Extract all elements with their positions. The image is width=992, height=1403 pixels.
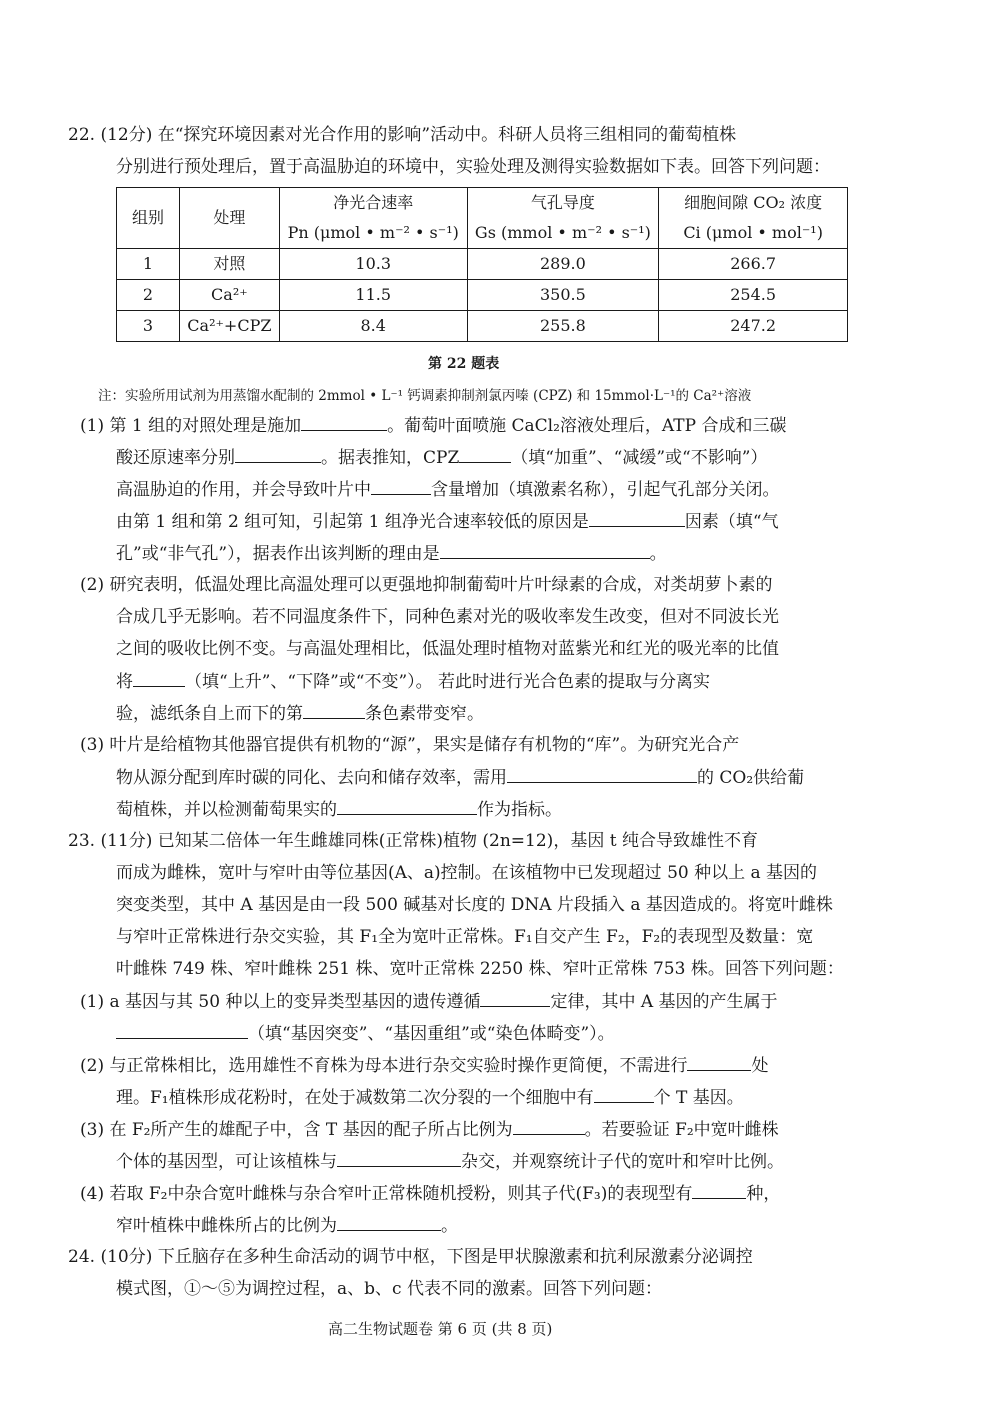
cell-gs: 350.5 <box>467 280 659 311</box>
text: 含量增加（填激素名称），引起气孔部分关闭。 <box>431 480 780 500</box>
page-footer: 高二生物试题卷 第 6 页 (共 8 页) <box>328 1320 553 1338</box>
text: 酸还原速率分别 <box>116 448 235 468</box>
header-pn-name: 净光合速率 <box>279 188 467 219</box>
answer-blank[interactable] <box>480 990 550 1007</box>
answer-blank[interactable] <box>235 446 321 463</box>
q23-p4-line-2 <box>116 1214 458 1237</box>
answer-blank[interactable] <box>459 446 511 463</box>
header-ci-name: 细胞间隙 CO₂ 浓度 <box>659 188 848 219</box>
table-caption: 第 22 题表 <box>428 356 500 372</box>
q23-stem-line-1: 23. (11分) 已知某二倍体一年生雌雄同株(正常株)植物 (2n=12)，基因 t 纯合导致雄性不育 <box>68 831 758 851</box>
q22-p3-line-3 <box>116 798 562 821</box>
text: 。若要验证 F₂中宽叶雌株 <box>584 1120 779 1140</box>
text: (3) 在 F₂所产生的雄配子中，含 T 基因的配子所占比例为 <box>80 1120 513 1140</box>
q22-p3-line-2 <box>116 766 804 789</box>
cell-pn: 8.4 <box>279 311 467 342</box>
text: 作为指标。 <box>477 800 562 820</box>
text: 定律，其中 A 基因的产生属于 <box>550 992 778 1012</box>
q22-p2-line-3: 之间的吸收比例不变。与高温处理相比，低温处理时植物对蓝紫光和红光的吸光率的比值 <box>116 639 779 659</box>
header-treatment: 处理 <box>179 188 279 249</box>
text: 因素（填“气 <box>684 512 779 532</box>
text: （填“加重”、“减缓”或“不影响”） <box>511 448 768 468</box>
answer-blank[interactable] <box>507 766 697 783</box>
text: 。 <box>649 544 667 564</box>
text: 杂交，并观察统计子代的宽叶和窄叶比例。 <box>461 1152 784 1172</box>
q22-p1-line-2 <box>116 446 767 469</box>
q22-p1-line-3 <box>116 478 780 501</box>
answer-blank[interactable] <box>337 1150 461 1167</box>
answer-blank[interactable] <box>371 478 431 495</box>
q24-stem-line-1: 24. (10分) 下丘脑存在多种生命活动的调节中枢，下图是甲状腺激素和抗利尿激素分泌调控 <box>68 1247 753 1267</box>
header-pn-unit: Pn (μmol • m⁻² • s⁻¹) <box>279 218 467 249</box>
q23-stem-line-4: 与窄叶正常株进行杂交实验，其 F₁全为宽叶正常株。F₁自交产生 F₂，F₂的表现型及数量：宽 <box>116 927 814 947</box>
q23-stem-line-2: 而成为雌株，宽叶与窄叶由等位基因(A、a)控制。在该植物中已发现超过 50 种以上 a 基因的 <box>116 863 818 883</box>
table-row <box>117 249 848 280</box>
text: 的 CO₂供给葡 <box>697 768 805 788</box>
q23-p3-line-1 <box>80 1118 779 1141</box>
q22-p1-line-1 <box>80 414 786 437</box>
table-note: 注：实验所用试剂为用蒸馏水配制的 2mmol • L⁻¹ 钙调素抑制剂氯丙嗪 (CPZ) 和 15mmol·L⁻¹的 Ca²⁺溶液 <box>98 388 752 404</box>
text: 。 <box>441 1216 458 1236</box>
cell-ci: 266.7 <box>659 249 848 280</box>
table-row <box>117 311 848 342</box>
q22-data-table <box>116 187 848 342</box>
text: 条色素带变窄。 <box>365 704 484 724</box>
cell-treatment: 对照 <box>179 249 279 280</box>
cell-group: 2 <box>117 280 180 311</box>
table-row <box>117 280 848 311</box>
answer-blank[interactable] <box>513 1118 585 1135</box>
q22-stem-line-1: 22. (12分) 在“探究环境因素对光合作用的影响”活动中。科研人员将三组相同的葡萄植株 <box>68 125 737 145</box>
answer-blank[interactable] <box>687 1054 751 1071</box>
text: 种， <box>746 1184 781 1204</box>
cell-group: 3 <box>117 311 180 342</box>
text: （填“基因突变”、“基因重组”或“染色体畸变”）。 <box>248 1024 615 1044</box>
cell-pn: 10.3 <box>279 249 467 280</box>
q23-p1-line-1 <box>80 990 778 1013</box>
q22-p2-line-2: 合成几乎无影响。若不同温度条件下，同种色素对光的吸收率发生改变，但对不同波长光 <box>116 607 779 627</box>
answer-blank[interactable] <box>303 702 365 719</box>
q22-p2-line-5 <box>116 702 484 725</box>
cell-treatment: Ca²⁺+CPZ <box>179 311 279 342</box>
text: 由第 1 组和第 2 组可知，引起第 1 组净光合速率较低的原因是 <box>116 512 589 532</box>
header-ci-unit: Ci (μmol • mol⁻¹) <box>659 218 848 249</box>
q24-stem-line-2: 模式图，①～⑤为调控过程，a、b、c 代表不同的激素。回答下列问题： <box>116 1279 662 1299</box>
text: （填“上升”、“下降”或“不变”）。 若此时进行光合色素的提取与分离实 <box>185 672 711 692</box>
table-header-row-1 <box>117 188 848 219</box>
header-gs-name: 气孔导度 <box>467 188 659 219</box>
cell-gs: 255.8 <box>467 311 659 342</box>
text: 。据表推知，CPZ <box>321 448 460 468</box>
cell-pn: 11.5 <box>279 280 467 311</box>
text: 个体的基因型，可让该植株与 <box>116 1152 337 1172</box>
q23-p2-line-1 <box>80 1054 768 1077</box>
text: 验，滤纸条自上而下的第 <box>116 704 303 724</box>
q22-p1-line-4 <box>116 510 779 533</box>
text: 处 <box>751 1056 769 1076</box>
q23-p1-line-2 <box>116 1022 615 1045</box>
cell-gs: 289.0 <box>467 249 659 280</box>
text: 物从源分配到库时碳的同化、去向和储存效率，需用 <box>116 768 507 788</box>
header-gs-unit: Gs (mmol • m⁻² • s⁻¹) <box>467 218 659 249</box>
text: 窄叶植株中雌株所占的比例为 <box>116 1216 337 1236</box>
answer-blank[interactable] <box>116 1022 248 1039</box>
text: (1) 第 1 组的对照处理是施加 <box>80 416 302 436</box>
text: (2) 与正常株相比，选用雄性不育株为母本进行杂交实验时操作更简便，不需进行 <box>80 1056 688 1076</box>
q23-p3-line-2 <box>116 1150 784 1173</box>
answer-blank[interactable] <box>594 1086 654 1103</box>
q22-stem-line-2: 分别进行预处理后，置于高温胁迫的环境中，实验处理及测得实验数据如下表。回答下列问题： <box>116 157 830 177</box>
header-group: 组别 <box>117 188 180 249</box>
text: (1) a 基因与其 50 种以上的变异类型基因的遗传遵循 <box>80 992 481 1012</box>
q22-p1-line-5 <box>116 542 667 565</box>
q23-p4-line-1 <box>80 1182 780 1205</box>
q23-stem-line-5: 叶雌株 749 株、窄叶雌株 251 株、宽叶正常株 2250 株、窄叶正常株 753 株。回答下列问题： <box>116 959 844 979</box>
answer-blank[interactable] <box>337 1214 441 1231</box>
cell-group: 1 <box>117 249 180 280</box>
q23-stem-line-3: 突变类型，其中 A 基因是由一段 500 碱基对长度的 DNA 片段插入 a 基因造成的。将宽叶雌株 <box>116 895 833 915</box>
text: 萄植株，并以检测葡萄果实的 <box>116 800 337 820</box>
cell-ci: 254.5 <box>659 280 848 311</box>
q22-p2-line-1: (2) 研究表明，低温处理比高温处理可以更强地抑制葡萄叶片叶绿素的合成，对类胡萝卜素的 <box>80 575 773 595</box>
q23-p2-line-2 <box>116 1086 744 1109</box>
text: 将 <box>116 672 133 692</box>
text: 孔”或“非气孔”），据表作出该判断的理由是 <box>116 544 440 564</box>
text: 理。F₁植株形成花粉时，在处于减数第二次分裂的一个细胞中有 <box>116 1088 594 1108</box>
q22-p3-line-1: (3) 叶片是给植物其他器官提供有机物的“源”，果实是储存有机物的“库”。为研究光合产 <box>80 735 740 755</box>
answer-blank[interactable] <box>692 1182 746 1199</box>
q22-p2-line-4 <box>116 670 710 693</box>
answer-blank[interactable] <box>301 414 387 431</box>
answer-blank[interactable] <box>337 798 477 815</box>
text: 。葡萄叶面喷施 CaCl₂溶液处理后，ATP 合成和三碳 <box>387 416 787 436</box>
cell-ci: 247.2 <box>659 311 848 342</box>
text: 个 T 基因。 <box>653 1088 744 1108</box>
answer-blank[interactable] <box>589 510 685 527</box>
answer-blank[interactable] <box>440 542 650 559</box>
answer-blank[interactable] <box>133 670 185 687</box>
cell-treatment: Ca²⁺ <box>179 280 279 311</box>
text: 高温胁迫的作用，并会导致叶片中 <box>116 480 371 500</box>
text: (4) 若取 F₂中杂合宽叶雌株与杂合窄叶正常株随机授粉，则其子代(F₃)的表现型有 <box>80 1184 693 1204</box>
